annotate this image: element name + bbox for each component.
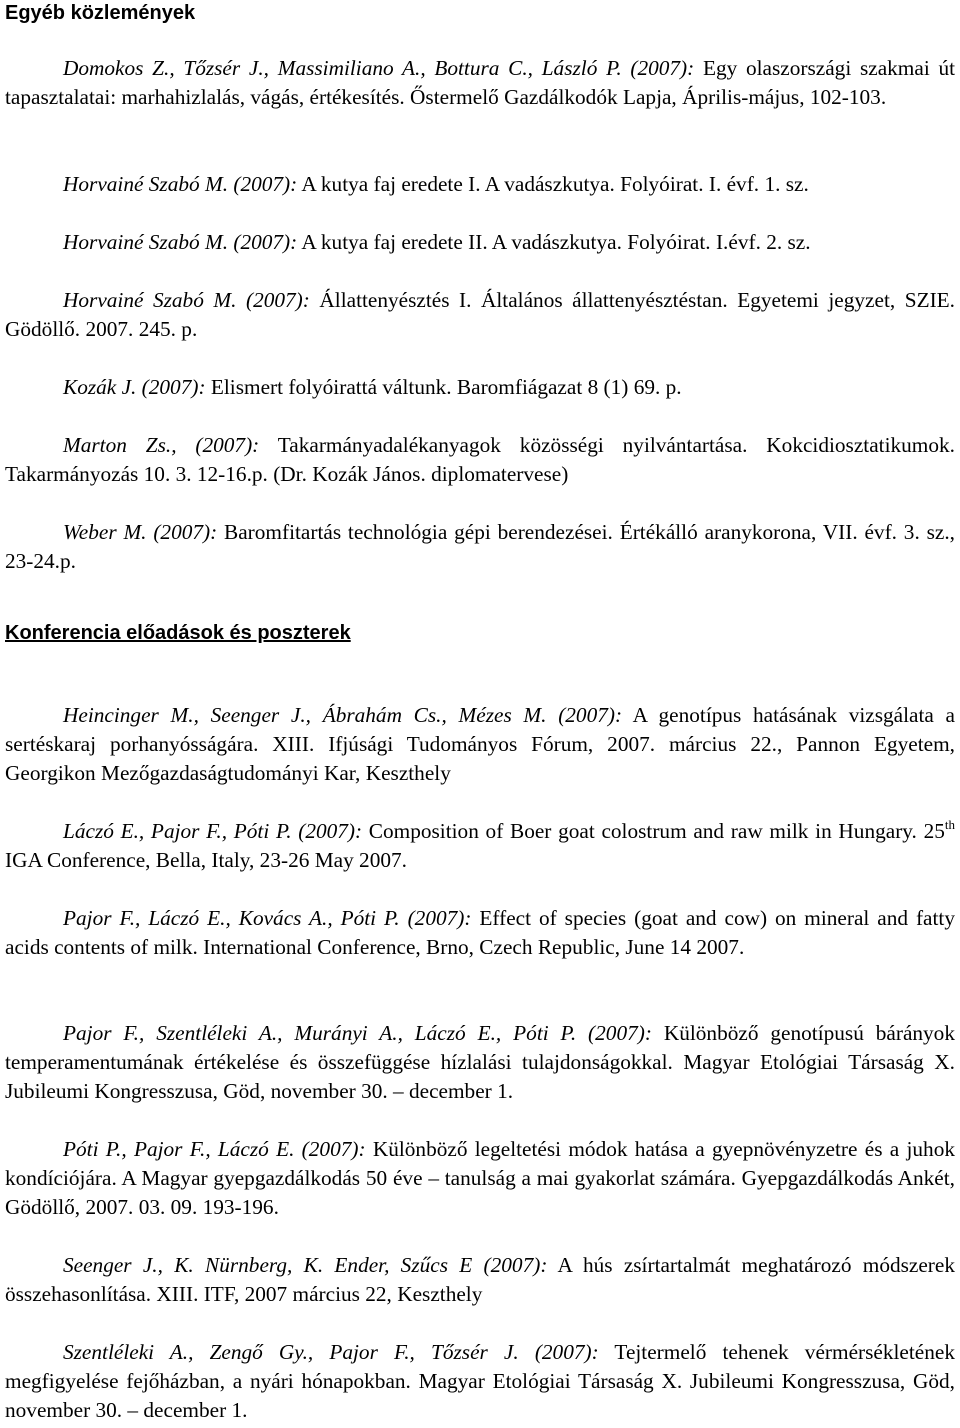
conference-entry — [5, 1338, 955, 1425]
reference-entry — [5, 170, 955, 199]
reference-authors: Domokos Z., Tőzsér J., Massimiliano A., Bottura C., László P. (2007): — [63, 56, 695, 80]
conference-authors: Láczó E., Pajor F., Póti P. (2007): — [63, 819, 363, 843]
reference-text: Egy olaszországi szakmai út tapasztalatai: marhahizlalás, vágás, értékesítés. Őstermelő Gazdálkodók Lapja, Április-május, 102-103. — [5, 56, 956, 109]
conference-entry — [5, 1019, 955, 1106]
reference-entry — [5, 431, 955, 489]
reference-text: A kutya faj eredete II. A vadászkutya. Folyóirat. I.évf. 2. sz. — [297, 230, 811, 254]
reference-authors: Weber M. (2007): — [63, 520, 218, 544]
conference-entry — [5, 817, 955, 875]
conference-text: A genotípus hatásának vizsgálata a sertéskaraj porhanyósságára. XIII. Ifjúsági Tudományos Fórum, 2007. március 22., Pannon Egyetem, Georgikon Mezőgazdaságtudományi Kar, Keszthely — [5, 703, 955, 785]
reference-entry — [5, 286, 955, 344]
conference-entry — [5, 904, 955, 962]
conference-text: A hús zsírtartalmát meghatározó módszerek összehasonlítása. XIII. ITF, 2007 március 22, Keszthely — [5, 1253, 955, 1306]
reference-entry — [5, 54, 955, 112]
conference-text: Különböző genotípusú bárányok temperamentumának értékelése és összefüggése hízlalási tulajdonságokkal. Magyar Etológiai Társaság X. Jubileumi Kongresszusa, Göd, november 30. – december 1. — [5, 1021, 955, 1103]
conference-text: Effect of species (goat and cow) on mineral and fatty acids contents of milk. International Conference, Brno, Czech Republic, June 14 2007. — [5, 906, 955, 959]
conference-entry — [5, 1135, 955, 1222]
conference-authors: Seenger J., K. Nürnberg, K. Ender, Szűcs E (2007): — [63, 1253, 548, 1277]
conference-authors: Heincinger M., Seenger J., Ábrahám Cs., Mézes M. (2007): — [63, 703, 623, 727]
reference-text: Elismert folyóirattá váltunk. Baromfiágazat 8 (1) 69. p. — [205, 375, 682, 399]
reference-authors: Horvainé Szabó M. (2007): — [63, 172, 298, 196]
reference-authors: Marton Zs., (2007): — [63, 433, 260, 457]
conference-authors: Pajor F., Láczó E., Kovács A., Póti P. (2007): — [63, 906, 472, 930]
section-title: Egyéb közlemények — [5, 2, 196, 24]
conference-text: Composition of Boer goat colostrum and raw milk in Hungary. 25 — [362, 819, 945, 843]
reference-text: A kutya faj eredete I. A vadászkutya. Folyóirat. I. évf. 1. sz. — [297, 172, 809, 196]
reference-text: Állattenyésztés I. Általános állattenyésztéstan. Egyetemi jegyzet, SZIE. Gödöllő. 2007. 245. p. — [5, 288, 955, 341]
conference-entry — [5, 1251, 955, 1309]
conference-authors: Szentléleki A., Zengő Gy., Pajor F., Tőzsér J. (2007): — [63, 1340, 599, 1364]
reference-authors: Kozák J. (2007): — [63, 375, 206, 399]
reference-authors: Horvainé Szabó M. (2007): — [63, 288, 310, 312]
conference-text-cont: IGA Conference, Bella, Italy, 23-26 May 2007. — [5, 848, 407, 872]
conference-authors: Pajor F., Szentléleki A., Murányi A., Láczó E., Póti P. (2007): — [63, 1021, 652, 1045]
conference-text: Tejtermelő tehenek vérmérsékletének megfigyelése fejőházban, a nyári hónapokban. Magyar Etológiai Társaság X. Jubileumi Kongresszusa, Göd, november 30. – december 1. — [5, 1340, 955, 1422]
reference-entry — [5, 518, 955, 576]
conference-authors: Póti P., Pajor F., Láczó E. (2007): — [63, 1137, 366, 1161]
reference-authors: Horvainé Szabó M. (2007): — [63, 230, 298, 254]
conference-text: Különböző legeltetési módok hatása a gyepnövényzetre és a juhok kondíciójára. A Magyar gyepgazdálkodás 50 éve – tanulság a mai gyakorlat számára. Gyepgazdálkodás Ankét, Gödöllő, 2007. 03. 09. 193-196. — [5, 1137, 955, 1219]
conference-entry — [5, 701, 955, 788]
reference-text: Takarmányadalékanyagok közösségi nyilvántartása. Kokcidiosztatikumok. Takarmányozás 10. 3. 12-16.p. (Dr. Kozák János. diplomatervese) — [5, 433, 955, 486]
ordinal-superscript: th — [944, 816, 955, 832]
reference-text: Baromfitartás technológia gépi berendezései. Értékálló aranykorona, VII. évf. 3. sz., 23-24.p. — [5, 520, 955, 573]
reference-entry — [5, 228, 955, 257]
reference-entry — [5, 373, 955, 402]
conference-section-title: Konferencia előadások és poszterek — [5, 622, 351, 644]
